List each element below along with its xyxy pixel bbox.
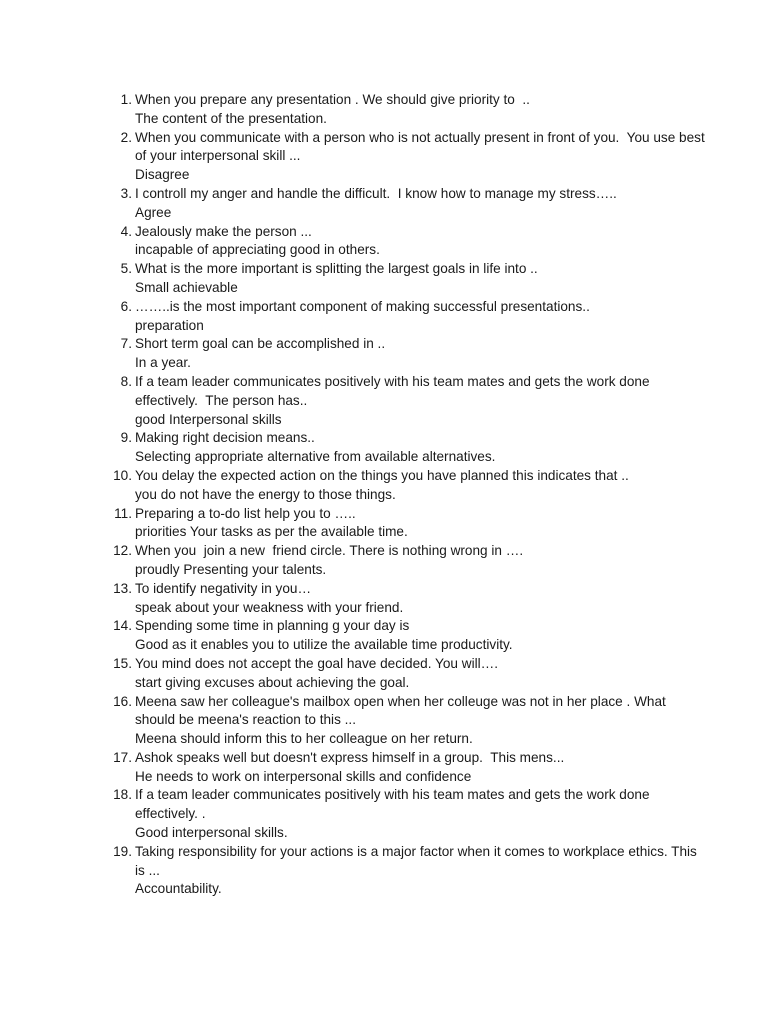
question-text: What is the more important is splitting the largest goals in life into ..: [135, 261, 538, 277]
question-text: If a team leader communicates positively with his team mates and gets the work done effectively. .: [135, 787, 654, 822]
list-item: [108, 223, 708, 261]
item-number: 11.: [114, 505, 132, 521]
list-item: [108, 505, 708, 543]
item-number: 17.: [113, 749, 132, 765]
item-number: 1.: [120, 92, 132, 107]
question-text: Taking responsibility for your actions is a major factor when it comes to workplace ethics. This is ...: [135, 843, 701, 878]
list-item: [108, 373, 708, 429]
question-text: ……..is the most important component of making successful presentations..: [135, 298, 590, 314]
list-item: [108, 693, 708, 749]
item-number: 5.: [120, 261, 132, 277]
list-item: [108, 260, 708, 298]
list-item: [108, 786, 708, 842]
list-item: [108, 429, 708, 467]
question-text: I controll my anger and handle the difficult. I know how to manage my stress…..: [135, 185, 617, 201]
question-text: When you communicate with a person who is not actually present in front of you. You use best of your interpersonal skill ...: [135, 129, 709, 164]
answer-text: The content of the presentation.: [135, 110, 327, 126]
question-text: You mind does not accept the goal have decided. You will….: [135, 655, 499, 671]
question-text: Spending some time in planning g your day is: [135, 618, 410, 634]
item-number: 9.: [120, 430, 132, 446]
answer-text: speak about your weakness with your friend.: [135, 599, 404, 615]
list-item: [108, 580, 708, 618]
answer-text: He needs to work on interpersonal skills and confidence: [135, 768, 472, 784]
answer-text: you do not have the energy to those things.: [135, 486, 396, 502]
list-item: [108, 467, 708, 505]
question-text: Preparing a to-do list help you to …..: [135, 505, 356, 521]
item-number: 14.: [113, 618, 132, 634]
item-number: 19.: [113, 843, 132, 859]
item-number: 8.: [120, 373, 132, 389]
answer-text: preparation: [135, 317, 204, 333]
item-number: 16.: [113, 693, 132, 709]
answer-text: Accountability.: [135, 881, 222, 897]
question-text: If a team leader communicates positively with his team mates and gets the work done effectively. The person has..: [135, 373, 654, 408]
answer-text: Good as it enables you to utilize the available time productivity.: [135, 637, 513, 653]
answer-text: Small achievable: [135, 279, 238, 295]
question-text: Jealously make the person ...: [135, 223, 312, 239]
answer-text: In a year.: [135, 355, 191, 371]
answer-text: incapable of appreciating good in others.: [135, 242, 380, 258]
item-number: 15.: [113, 655, 132, 671]
answer-text: proudly Presenting your talents.: [135, 561, 327, 577]
answer-text: start giving excuses about achieving the goal.: [135, 674, 410, 690]
list-item: [108, 129, 708, 185]
list-item: [108, 185, 708, 223]
answer-text: Selecting appropriate alternative from available alternatives.: [135, 449, 496, 465]
item-number: 12.: [113, 543, 132, 559]
item-number: 10.: [113, 467, 132, 483]
question-text: Making right decision means..: [135, 430, 315, 446]
question-answer-list: [108, 91, 708, 899]
list-item: [108, 298, 708, 336]
item-number: 13.: [113, 580, 132, 596]
item-number: 2.: [120, 129, 132, 145]
list-item: [108, 655, 708, 693]
item-number: 3.: [120, 185, 132, 201]
answer-text: Disagree: [135, 167, 190, 183]
answer-text: Good interpersonal skills.: [135, 825, 288, 841]
list-item: [108, 843, 708, 899]
list-item: [108, 749, 708, 787]
item-number: 18.: [113, 787, 132, 803]
answer-text: good Interpersonal skills: [135, 411, 282, 427]
list-item: [108, 542, 708, 580]
answer-text: Agree: [135, 204, 172, 220]
question-text: You delay the expected action on the things you have planned this indicates that ..: [135, 467, 629, 483]
item-number: 6.: [120, 298, 132, 314]
item-number: 7.: [120, 336, 132, 352]
question-text: When you prepare any presentation . We should give priority to ..: [135, 92, 530, 107]
item-number: 4.: [120, 223, 132, 239]
question-text: Ashok speaks well but doesn't express himself in a group. This mens...: [135, 749, 565, 765]
list-item: [108, 335, 708, 373]
question-text: Short term goal can be accomplished in ..: [135, 336, 386, 352]
question-text: Meena saw her colleague's mailbox open when her colleuge was not in her place . What should be meena's reaction to this ...: [135, 693, 670, 728]
answer-text: priorities Your tasks as per the available time.: [135, 524, 408, 540]
question-text: When you join a new friend circle. There is nothing wrong in ….: [135, 543, 524, 559]
answer-text: Meena should inform this to her colleague on her return.: [135, 731, 473, 747]
list-item: [108, 91, 708, 129]
list-item: [108, 617, 708, 655]
question-text: To identify negativity in you…: [135, 580, 312, 596]
